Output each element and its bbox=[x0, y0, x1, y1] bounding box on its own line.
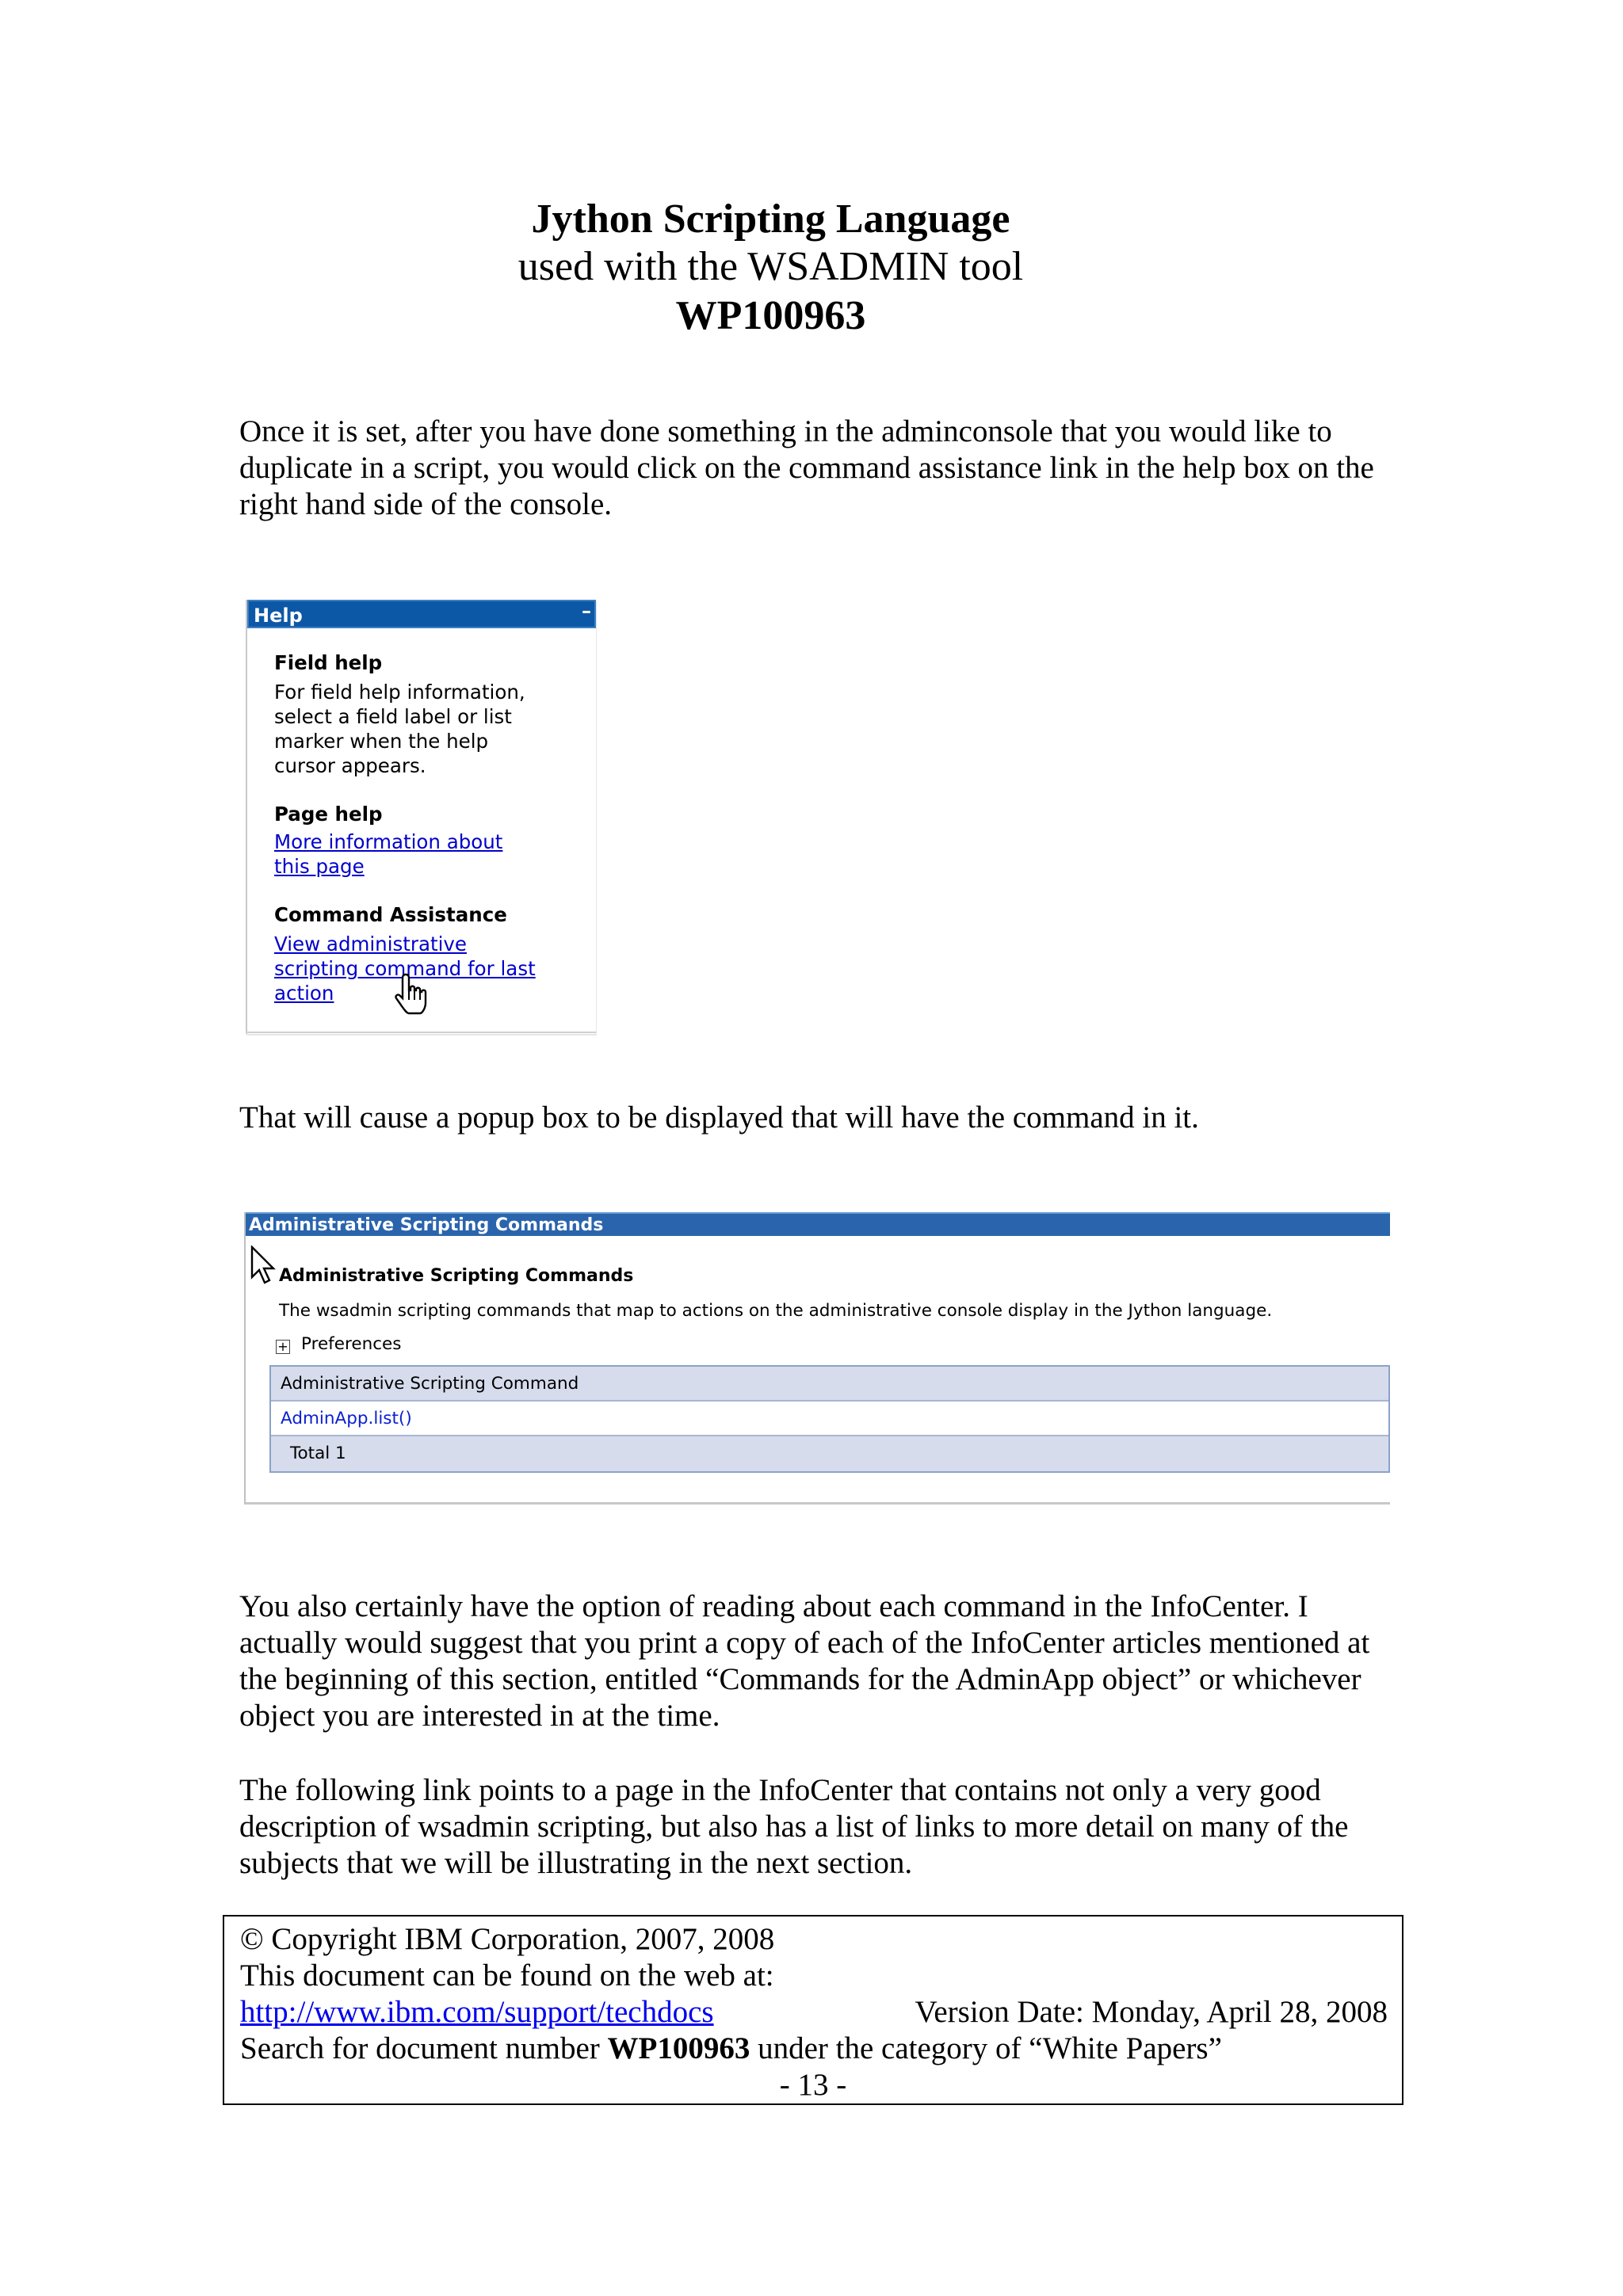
paragraph-link: The following link points to a page in the InfoCenter that contains not only a very good description of wsadmin scripting, but also has a list of links to more detail on many of the subjects that we will be illustrating in the next section. bbox=[239, 1773, 1349, 1880]
field-help-heading: Field help bbox=[274, 651, 383, 674]
footer-search-line bbox=[240, 2031, 1222, 2067]
page-help-link-line[interactable]: this page bbox=[274, 855, 365, 878]
footer-search-suffix: under the category of “White Papers” bbox=[750, 2031, 1222, 2065]
page-number: - 13 - bbox=[779, 2068, 847, 2102]
help-box-bottom-border bbox=[246, 1032, 596, 1033]
document-number: WP100963 bbox=[675, 293, 866, 338]
paragraph-infocenter: You also certainly have the option of reading about each command in the InfoCenter. I actually would suggest that you print a copy of each of the InfoCenter articles mentioned at the beginning of this section, entitled “Commands for the AdminApp object” or whichever object you are interested in at the time. bbox=[239, 1589, 1370, 1733]
paragraph-popup: That will cause a popup box to be displayed that will have the command in it. bbox=[239, 1100, 1199, 1135]
command-link-line[interactable]: action bbox=[274, 982, 334, 1005]
popup-heading: Administrative Scripting Commands bbox=[279, 1266, 634, 1286]
document-title: Jython Scripting Language bbox=[531, 196, 1010, 242]
footer-search-prefix: Search for document number bbox=[240, 2031, 608, 2065]
field-help-text-line: cursor appears. bbox=[274, 754, 426, 777]
paragraph-intro: Once it is set, after you have done something in the adminconsole that you would like to duplicate in a script, you would click on the command assistance link in the help box on the right hand side of the console. bbox=[239, 414, 1374, 521]
footer-box bbox=[223, 1915, 1403, 2105]
help-title-text: Help bbox=[254, 605, 303, 627]
field-help-text-line: select a field label or list bbox=[274, 705, 512, 728]
popup-title: Administrative Scripting Commands bbox=[246, 1212, 1390, 1236]
page-help-heading: Page help bbox=[274, 803, 383, 826]
popup-description: The wsadmin scripting commands that map to actions on the administrative console display in the Jython language. bbox=[279, 1301, 1273, 1321]
footer-search-doc: WP100963 bbox=[607, 2031, 750, 2065]
footer-url-link[interactable]: http://www.ibm.com/support/techdocs bbox=[240, 1995, 714, 2029]
document-subtitle: used with the WSADMIN tool bbox=[517, 244, 1024, 289]
commands-table bbox=[269, 1365, 1390, 1473]
command-link-line[interactable]: scripting command for last bbox=[274, 957, 536, 980]
field-help-text-line: For field help information, bbox=[274, 681, 525, 704]
table-row[interactable]: AdminApp.list() bbox=[271, 1402, 1388, 1436]
help-box-screenshot bbox=[246, 600, 596, 1034]
command-assistance-heading: Command Assistance bbox=[274, 903, 507, 926]
collapse-icon[interactable]: – bbox=[582, 600, 591, 622]
page-help-link-line[interactable]: More information about bbox=[274, 830, 503, 853]
footer-found-on-web: This document can be found on the web at: bbox=[240, 1958, 774, 1993]
help-box-title bbox=[247, 600, 596, 628]
footer-version-date: Version Date: Monday, April 28, 2008 bbox=[915, 1995, 1388, 2029]
hand-cursor-icon bbox=[393, 973, 430, 1016]
field-help-text-line: marker when the help bbox=[274, 730, 489, 753]
page-help-link[interactable] bbox=[274, 830, 591, 879]
command-link-line[interactable]: View administrative bbox=[274, 933, 467, 955]
table-total: Total 1 bbox=[271, 1436, 1388, 1471]
admin-scripting-popup-screenshot bbox=[244, 1212, 1390, 1505]
command-assistance-link[interactable] bbox=[274, 932, 591, 1005]
table-header: Administrative Scripting Command bbox=[271, 1367, 1388, 1402]
preferences-toggle[interactable] bbox=[276, 1334, 401, 1354]
footer-copyright: © Copyright IBM Corporation, 2007, 2008 bbox=[240, 1922, 775, 1956]
preferences-label[interactable]: Preferences bbox=[301, 1334, 402, 1354]
expand-plus-icon[interactable]: + bbox=[276, 1340, 290, 1354]
arrow-cursor-icon bbox=[250, 1245, 277, 1285]
